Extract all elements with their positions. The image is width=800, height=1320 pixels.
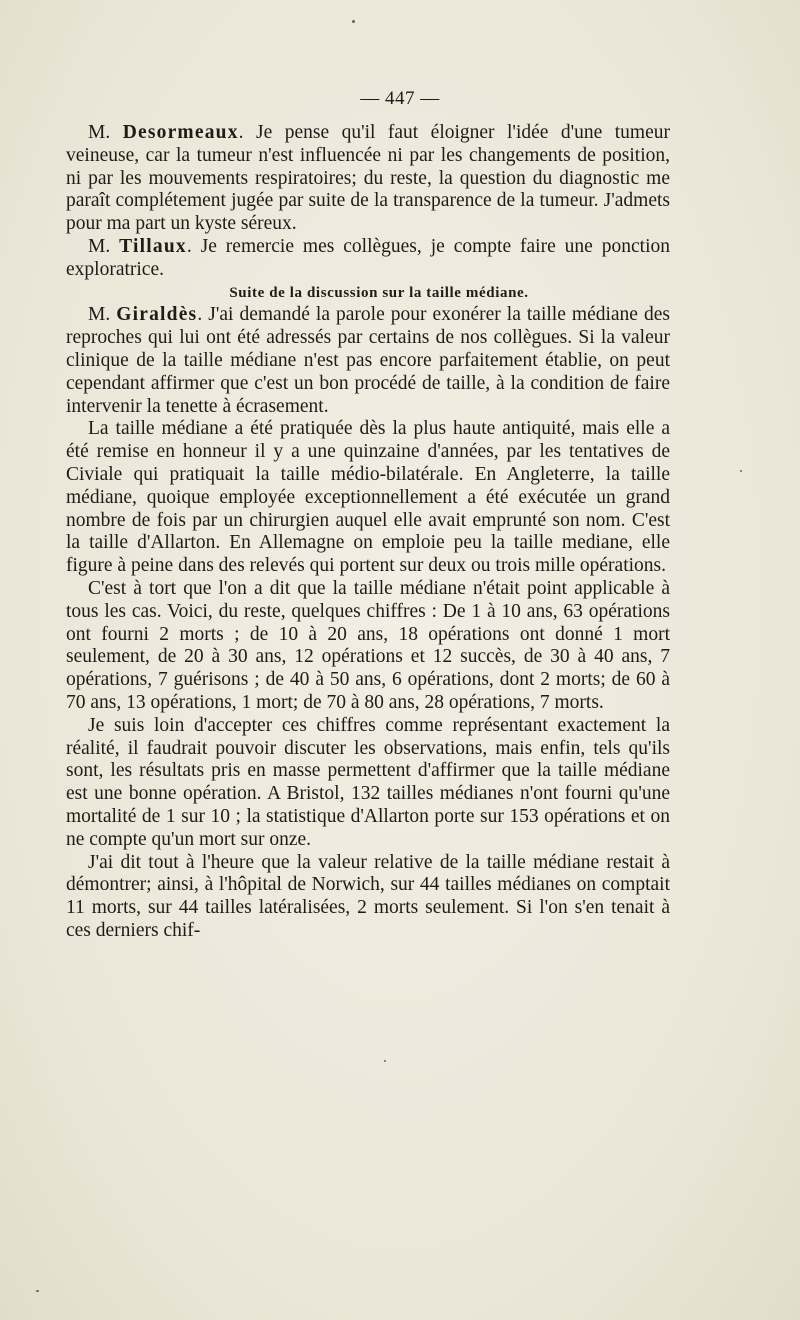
paper-speck (384, 1060, 386, 1062)
paragraph-history: La taille médiane a été pratiquée dès la plus haute antiquité, mais elle a été remise en honneur il y a une quinzaine d'années, par les tentatives de Civiale qui pratiquait la taille médio-bilatérale. En Angleterre, la taille médiane, quoique employée exceptionnellement a été exécutée un grand nombre de fois par un chirurgien auquel elle avait emprunté son nom. C'est la taille d'Allarton. En Allemagne on emploie peu la taille mediane, elle figure à peine dans des relevés qui portent sur deux ou trois mille opérations. (66, 418, 670, 577)
speech-text: . Je remercie mes collègues, je compte faire une ponction exploratrice. (66, 235, 670, 280)
paper-speck (352, 20, 355, 23)
page-body (66, 122, 670, 943)
speech-text: . J'ai demandé la parole pour exonérer la taille médiane des reproches qui lui ont été adressés par certains de nos collègues. Si la valeur clinique de la taille médiane n'est pas encore parfaitement établie, on peut cependant affirmer que c'est un bon procédé de taille, à la condition de faire intervenir la tenette à écrasement. (66, 304, 670, 417)
speaker-name: Giraldès (116, 304, 198, 326)
paper-speck (36, 1290, 39, 1292)
paragraph-statistics: C'est à tort que l'on a dit que la taille médiane n'était point applicable à tous les cas. Voici, du reste, quelques chiffres : De 1 à 10 ans, 63 opérations ont fourni 2 morts ; de 10 à 20 ans, 18 opérations ont donné 1 mort seulement, de 20 à 30 ans, 12 opérations et 12 succès, de 30 à 40 ans, 7 opérations, 7 guérisons ; de 40 à 50 ans, 6 opérations, dont 2 morts; de 60 à 70 ans, 13 opérations, 1 mort; de 70 à 80 ans, 28 opérations, 7 morts. (66, 577, 670, 713)
section-heading: Suite de la discussion sur la taille médiane. (229, 284, 529, 301)
speech-desormeaux (66, 122, 670, 236)
speech-tillaux (66, 236, 670, 282)
speech-text: . Je pense qu'il faut éloigner l'idée d'une tumeur veineuse, car la tumeur n'est influencée ni par les changements de position, ni par les mouvements respiratoires; du reste, la question du diagnostic me paraît complétement jugée par suite de la transparence de la tumeur. J'admets pour ma part un kyste séreux. (66, 122, 670, 235)
speaker-prefix: M. (88, 304, 117, 326)
speaker-name: Tillaux (119, 235, 187, 257)
speaker-prefix: M. (88, 122, 123, 143)
speech-giraldes (66, 304, 670, 418)
speaker-name: Desormeaux (122, 122, 239, 143)
page-number: — 447 — (360, 88, 440, 109)
paragraph-norwich: J'ai dit tout à l'heure que la valeur relative de la taille médiane restait à démontrer; ainsi, à l'hôpital de Norwich, sur 44 tailles médianes on comptait 11 morts, sur 44 tailles latéralisées, 2 morts seulement. Si l'on s'en tenait à ces derniers chif- (66, 851, 670, 941)
speaker-prefix: M. (88, 235, 120, 257)
paper-speck (740, 470, 742, 472)
paragraph-results: Je suis loin d'accepter ces chiffres comme représentant exactement la réalité, il faudrait pouvoir discuter les observations, mais enfin, tels qu'ils sont, les résultats pris en masse permettent d'affirmer que la taille médiane est une bonne opération. A Bristol, 132 tailles médianes n'ont fourni qu'une mortalité de 1 sur 10 ; la statistique d'Allarton porte sur 153 opérations et on ne compte qu'un mort sur onze. (66, 714, 670, 850)
